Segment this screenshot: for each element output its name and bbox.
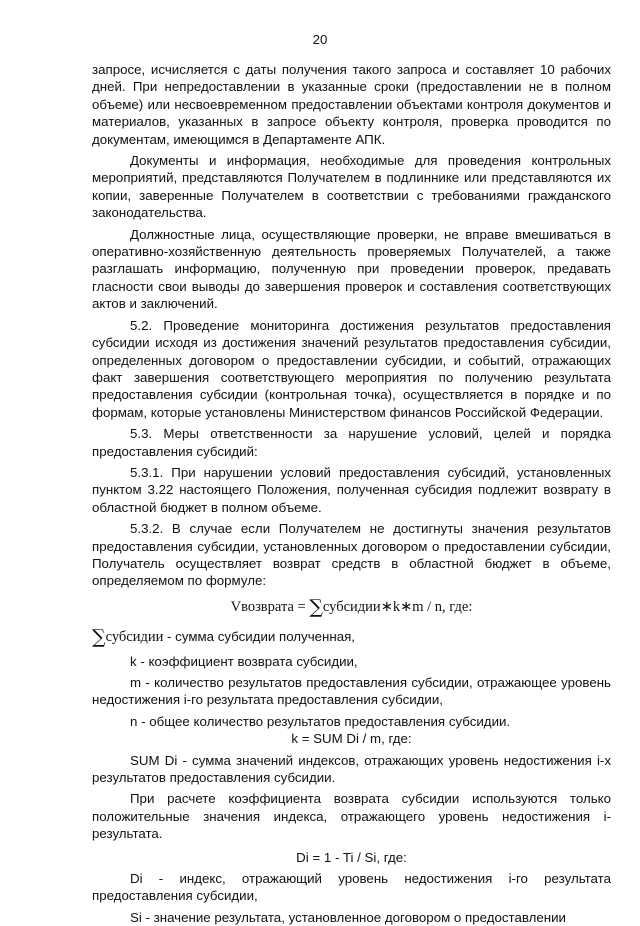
formula-refund	[92, 595, 611, 618]
formula-refund-right: субсидии∗k∗m / n, где:	[322, 598, 473, 615]
definition-sum	[92, 626, 611, 649]
formula-k: k = SUM Di / m, где:	[291, 731, 412, 747]
sigma-symbol: ∑	[92, 626, 106, 649]
definition-sum-text: - сумма субсидии полученная,	[163, 629, 356, 645]
paragraph-5-3-2: 5.3.2. В случае если Получателем не достигнуты значения результатов предоставления субсидии, установленных договором о предоставлении субсидии, Получатель осуществляет возврат средств в областной бюджет в объеме, определяемом по формуле:	[92, 521, 611, 589]
paragraph-request-term: запросе, исчисляется с даты получения такого запроса и составляет 10 рабочих дней. При непредоставлении в указанные сроки (предоставлении не в полном объеме) или несвоевременном предоставлении объектами контроля документов и материалов, указанных в запросе объекту контроля, проверка проводится по документам, имеющимся в Департаменте АПК.	[92, 62, 611, 147]
document-body	[92, 61, 611, 926]
formula-refund-left: Vвозврата =	[230, 598, 310, 615]
paragraph-5-3-1: 5.3.1. При нарушении условий предоставления субсидий, установленных пунктом 3.22 настоящего Положения, полученная субсидия подлежит возврату в областной бюджет в полном объеме.	[92, 464, 611, 515]
definition-di: Di - индекс, отражающий уровень недостижения i-го результата предоставления субсидии,	[92, 871, 611, 904]
definition-si: Si - значение результата, установленное договором о предоставлении	[130, 909, 566, 925]
paragraph-calculation: При расчете коэффициента возврата субсидии используются только положительные значения индекса, отражающего уровень недостижения i-результата.	[92, 791, 611, 842]
paragraph-officials: Должностные лица, осуществляющие проверки, не вправе вмешиваться в оперативно-хозяйственную деятельность проверяемых Получателей, а также разглашать информацию, полученную при проведении проверок, предавать гласности свои выводы до завершения проверок и составления соответствующих актов и заключений.	[92, 226, 611, 312]
definition-m: m - количество результатов предоставления субсидии, отражающее уровень недостижения i-го результата предоставления субсидии,	[92, 675, 611, 708]
paragraph-5-2: 5.2. Проведение мониторинга достижения результатов предоставления субсидии исходя из достижения значений результатов предоставления субсидии, определенных договором о предоставлении субсидии, и событий, отражающих факт завершения соответствующего мероприятия по получению результата предоставления субсидии (контрольная точка), осуществляется в порядке и по формам, которые установлены Министерством финансов Российской Федерации.	[92, 317, 611, 420]
definition-n: n - общее количество результатов предоставления субсидии.	[130, 713, 511, 729]
formula-di: Di = 1 - Ti / Si, где:	[296, 849, 407, 865]
page-number: 20	[312, 32, 328, 47]
definition-sum-di: SUM Di - сумма значений индексов, отражающих уровень недостижения i-х результатов предоставления субсидии.	[92, 752, 611, 786]
definition-sum-term: субсидии	[105, 629, 164, 646]
paragraph-5-3: 5.3. Меры ответственности за нарушение условий, целей и порядка предоставления субсидий:	[92, 426, 611, 459]
paragraph-documents: Документы и информация, необходимые для проведения контрольных мероприятий, представляются Получателем в подлиннике или представляются их копии, заверенные Получателем в соответствии с требованиями гражданского законодательства.	[92, 153, 611, 221]
sigma-symbol: ∑	[309, 595, 323, 618]
definition-k: k - коэффициент возврата субсидии,	[130, 653, 358, 669]
